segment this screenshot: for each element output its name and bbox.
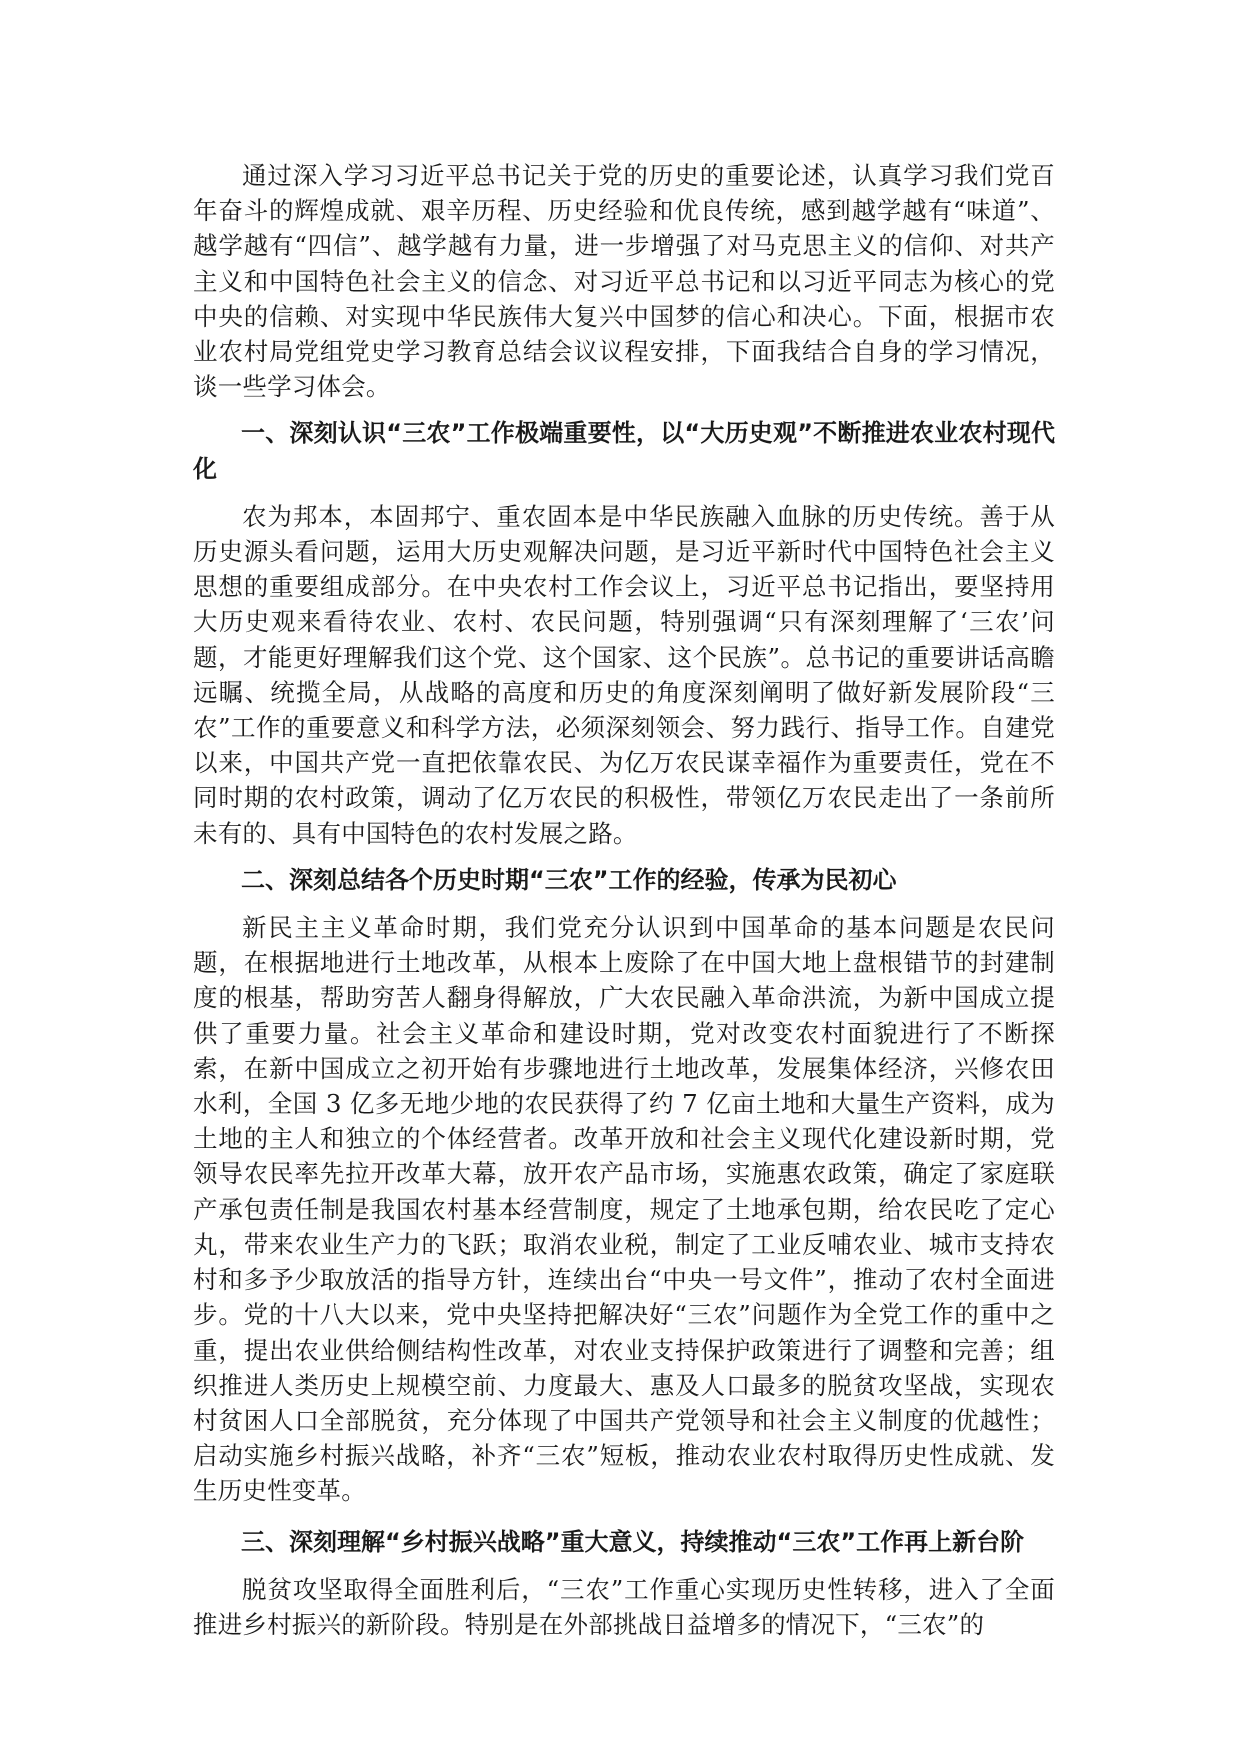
section-3-heading: 三、深刻理解“乡村振兴战略”重大意义，持续推动“三农”工作再上新台阶: [241, 1527, 1025, 1556]
section-1-heading: 一、深刻认识“三农”工作极端重要性，以“大历史观”不断推进农业农村现代化: [193, 419, 1055, 483]
document-page: [193, 158, 1055, 1642]
section-2-heading: 二、深刻总结各个历史时期“三农”工作的经验，传承为民初心: [241, 865, 897, 894]
intro-paragraph: 通过深入学习习近平总书记关于党的历史的重要论述，认真学习我们党百年奋斗的辉煌成就、艰辛历程、历史经验和优良传统，感到越学越有“味道”、越学越有“四信”、越学越有力量，进一步增强了对马克思主义的信仰、对共产主义和中国特色社会主义的信念、对习近平总书记和以习近平同志为核心的党中央的信赖、对实现中华民族伟大复兴中国梦的信心和决心。下面，根据市农业农村局党组党史学习教育总结会议议程安排，下面我结合自身的学习情况，谈一些学习体会。: [193, 161, 1055, 402]
section-3-body: 脱贫攻坚取得全面胜利后，“三农”工作重心实现历史性转移，进入了全面推进乡村振兴的新阶段。特别是在外部挑战日益增多的情况下，“三农”的: [193, 1574, 1055, 1639]
section-1-body: 农为邦本，本固邦宁、重农固本是中华民族融入血脉的历史传统。善于从历史源头看问题，运用大历史观解决问题，是习近平新时代中国特色社会主义思想的重要组成部分。在中央农村工作会议上，习近平总书记指出，要坚持用大历史观来看待农业、农村、农民问题，特别强调“只有深刻理解了‘三农’问题，才能更好理解我们这个党、这个国家、这个民族”。总书记的重要讲话高瞻远瞩、统揽全局，从战略的高度和历史的角度深刻阐明了做好新发展阶段“三农”工作的重要意义和科学方法，必须深刻领会、努力践行、指导工作。自建党以来，中国共产党一直把依靠农民、为亿万农民谋幸福作为重要责任，党在不同时期的农村政策，调动了亿万农民的积极性，带领亿万农民走出了一条前所未有的、具有中国特色的农村发展之路。: [193, 501, 1055, 848]
section-2-body: 新民主主义革命时期，我们党充分认识到中国革命的基本问题是农民问题，在根据地进行土地改革，从根本上废除了在中国大地上盘根错节的封建制度的根基，帮助穷苦人翻身得解放，广大农民融入革命洪流，为新中国成立提供了重要力量。社会主义革命和建设时期，党对改变农村面貌进行了不断探索，在新中国成立之初开始有步骤地进行土地改革，发展集体经济，兴修农田水利，全国 3 亿多无地少地的农民获得了约 7 亿亩土地和大量生产资料，成为土地的主人和独立的个体经营者。改革开放和社会主义现代化建设新时期，党领导农民率先拉开改革大幕，放开农产品市场，实施惠农政策，确定了家庭联产承包责任制是我国农村基本经营制度，规定了土地承包期，给农民吃了定心丸，带来农业生产力的飞跃；取消农业税，制定了工业反哺农业、城市支持农村和多予少取放活的指导方针，连续出台“中央一号文件”，推动了农村全面进步。党的十八大以来，党中央坚持把解决好“三农”问题作为全党工作的重中之重，提出农业供给侧结构性改革，对农业支持保护政策进行了调整和完善；组织推进人类历史上规模空前、力度最大、惠及人口最多的脱贫攻坚战，实现农村贫困人口全部脱贫，充分体现了中国共产党领导和社会主义制度的优越性；启动实施乡村振兴战略，补齐“三农”短板，推动农业农村取得历史性成就、发生历史性变革。: [193, 913, 1055, 1506]
